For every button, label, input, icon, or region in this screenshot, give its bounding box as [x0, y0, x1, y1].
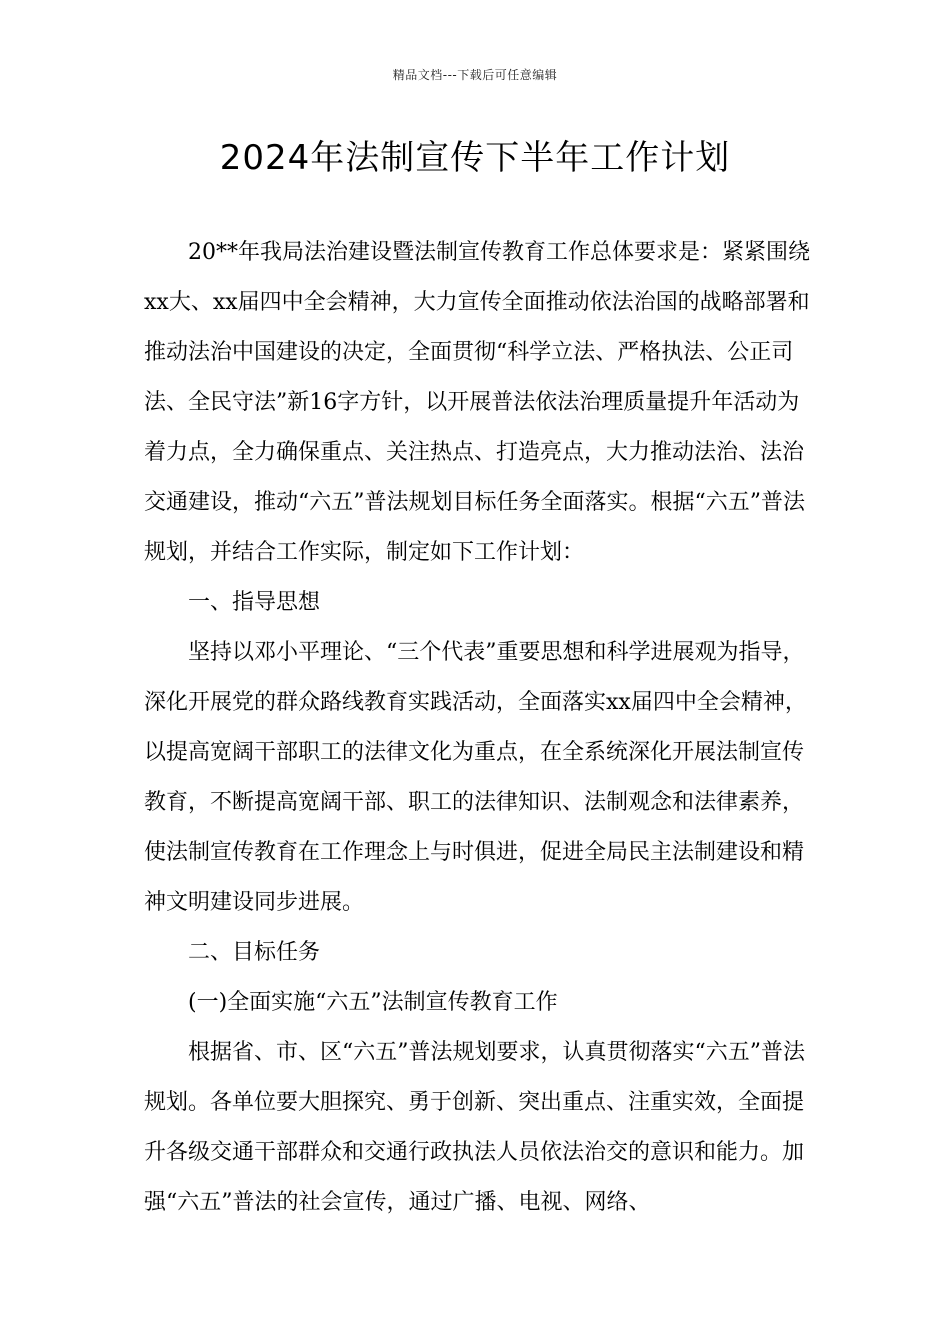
header-note: 精品文档---下载后可任意编辑 — [392, 68, 558, 82]
section-heading-goals: 二、目标任务 — [188, 940, 321, 965]
subsection-heading-implement: (一)全面实施“六五”法制宣传教育工作 — [188, 990, 558, 1015]
document-body — [144, 228, 814, 1228]
section-heading-guiding-thought: 一、指导思想 — [188, 590, 321, 615]
document-title: 2024年法制宣传下半年工作计划 — [219, 138, 731, 178]
paragraph-guiding-thought: 坚持以邓小平理论、“三个代表”重要思想和科学进展观为指导，深化开展党的群众路线教育实践活动，全面落实xx届四中全会精神，以提高宽阔干部职工的法律文化为重点，在全系统深化开展法制宣传教育，不断提高宽阔干部、职工的法律知识、法制观念和法律素养，使法制宣传教育在工作理念上与时俱进，促进全局民主法制建设和精神文明建设同步进展。 — [144, 640, 807, 915]
paragraph-implement: 根据省、市、区“六五”普法规划要求，认真贯彻落实“六五”普法规划。各单位要大胆探究、勇于创新、突出重点、注重实效，全面提升各级交通干部群众和交通行政执法人员依法治交的意识和能力。加强“六五”普法的社会宣传，通过广播、电视、网络、 — [144, 1040, 805, 1215]
paragraph-intro: 20**年我局法治建设暨法制宣传教育工作总体要求是：紧紧围绕xx大、xx届四中全会精神，大力宣传全面推动依法治国的战略部署和推动法治中国建设的决定，全面贯彻“科学立法、严格执法、公正司法、全民守法”新16字方针，以开展普法依法治理质量提升年活动为着力点，全力确保重点、关注热点、打造亮点，大力推动法治、法治交通建设，推动“六五”普法规划目标任务全面落实。根据“六五”普法规划，并结合工作实际，制定如下工作计划： — [144, 240, 810, 565]
